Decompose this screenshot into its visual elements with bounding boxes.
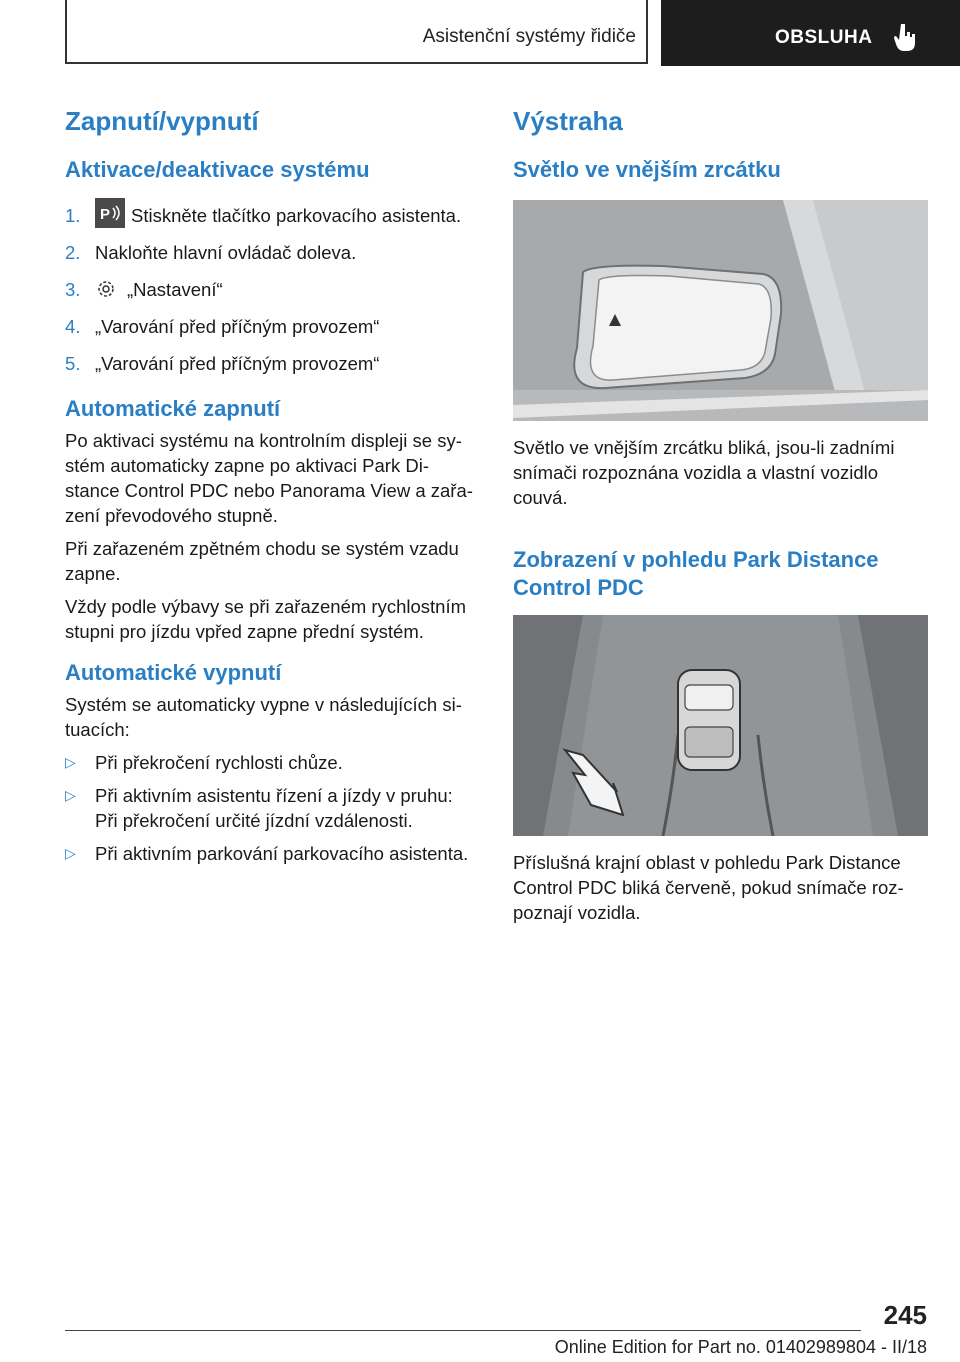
bullet-text: Při aktivním parkování parkovacího asistenta. bbox=[95, 843, 469, 864]
step-number: 5. bbox=[65, 353, 81, 374]
svg-text:P: P bbox=[100, 206, 111, 224]
auto-off-list bbox=[65, 750, 480, 866]
step-text: Nakloňte hlavní ovládač doleva. bbox=[95, 242, 357, 263]
list-item bbox=[65, 351, 480, 388]
step-text: „Varování před příčným provozem“ bbox=[95, 353, 380, 374]
list-item bbox=[65, 203, 480, 240]
bullet-text: Při aktivním asistentu řízení a jízdy v pruhu: Při překročení určité jízdní vzdálenosti. bbox=[95, 785, 453, 831]
triangle-bullet-icon: ▷ bbox=[65, 845, 76, 861]
step-number: 1. bbox=[65, 205, 81, 226]
heading-auto-off: Automatické vypnutí bbox=[65, 660, 282, 685]
left-column bbox=[65, 100, 480, 874]
section-title: Asistenční systémy řidiče bbox=[422, 26, 636, 47]
step-number: 2. bbox=[65, 242, 81, 263]
chapter-label: OBSLUHA bbox=[775, 27, 873, 48]
activation-steps bbox=[65, 203, 480, 388]
paragraph: Vždy podle výbavy se při zařazeném rychlostním stupni pro jízdu vpřed zapne přední systém. bbox=[65, 596, 467, 642]
list-item bbox=[65, 314, 480, 351]
list-item bbox=[65, 240, 480, 277]
step-text: „Varování před příčným provozem“ bbox=[95, 316, 380, 337]
heading-warning: Výstraha bbox=[513, 106, 623, 136]
triangle-bullet-icon: ▷ bbox=[65, 787, 76, 803]
heading-mirror-light: Světlo ve vnějším zrcátku bbox=[513, 157, 781, 182]
edition-footer: Online Edition for Part no. 01402989804 - II/18 bbox=[554, 1337, 927, 1357]
step-text: „Nastavení“ bbox=[127, 279, 223, 300]
paragraph: Systém se automaticky vypne v následujících si-tuacích: bbox=[65, 694, 462, 740]
triangle-bullet-icon: ▷ bbox=[65, 754, 76, 770]
list-item bbox=[65, 841, 480, 866]
list-item bbox=[65, 783, 480, 833]
paragraph: Při zařazeném zpětném chodu se systém vzadu zapne. bbox=[65, 538, 459, 584]
chapter-tab bbox=[661, 0, 960, 66]
mirror-illustration bbox=[513, 200, 928, 421]
mirror-caption: Světlo ve vnějším zrcátku bliká, jsou-li zadními snímači rozpoznána vozidla a vlastní vozidlo couvá. bbox=[513, 437, 895, 508]
pointing-hand-icon bbox=[893, 22, 919, 52]
step-text: Stiskněte tlačítko parkovacího asistenta. bbox=[131, 205, 462, 226]
paragraph: Po aktivaci systému na kontrolním displeji se sy-stém automaticky zapne po aktivaci Park Di-stance Control PDC nebo Panorama View a zařa-zení převodového stupně. bbox=[65, 430, 473, 526]
right-column bbox=[513, 100, 928, 183]
list-item bbox=[65, 277, 480, 314]
bullet-text: Při překročení rychlosti chůze. bbox=[95, 752, 343, 773]
step-number: 3. bbox=[65, 279, 81, 300]
footer-divider bbox=[65, 1330, 861, 1331]
gear-icon bbox=[95, 278, 117, 300]
park-assist-button-icon bbox=[95, 198, 125, 228]
list-item bbox=[65, 750, 480, 775]
heading-pdc-view: Zobrazení v pohledu Park Distance Control PDC bbox=[513, 547, 879, 600]
pdc-caption: Příslušná krajní oblast v pohledu Park Distance Control PDC bliká červeně, pokud snímače roz-poznají vozidla. bbox=[513, 852, 904, 923]
pdc-view-illustration bbox=[513, 615, 928, 836]
heading-on-off: Zapnutí/vypnutí bbox=[65, 106, 259, 136]
heading-auto-on: Automatické zapnutí bbox=[65, 396, 281, 421]
step-number: 4. bbox=[65, 316, 81, 337]
page-number: 245 bbox=[883, 1300, 927, 1330]
heading-activation: Aktivace/deaktivace systému bbox=[65, 157, 370, 182]
